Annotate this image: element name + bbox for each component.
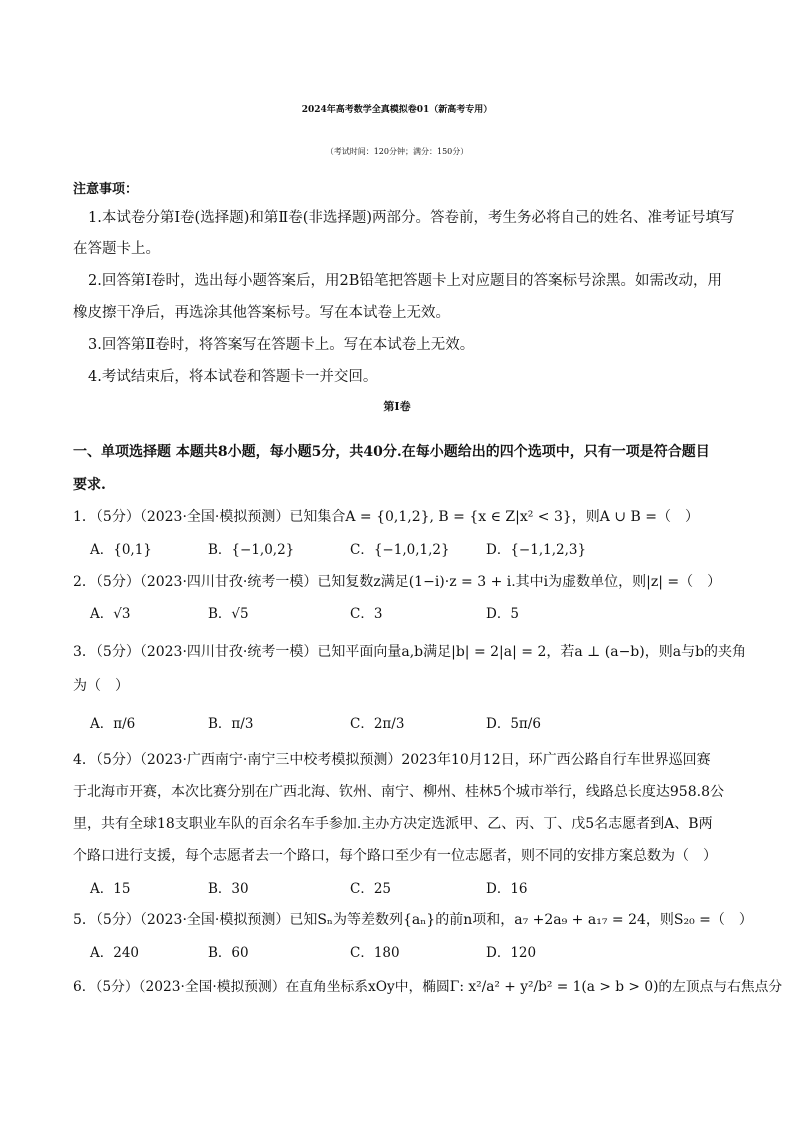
question-2-option-d: D．5	[486, 606, 519, 622]
question-2-stem: 2．（5分）（2023·四川甘孜·统考一模）已知复数z满足(1−i)·z = 3 + i.其中i为虚数单位，则|z| =（ ）	[73, 574, 722, 590]
question-3-stem-line1: 3．（5分）（2023·四川甘孜·统考一模）已知平面向量a,b满足|b| = 2|a| = 2，若a ⊥ (a−b)，则a与b的夹角	[73, 644, 747, 660]
question-5-option-b: B．60	[208, 945, 249, 961]
note-2-line1: 2.回答第Ⅰ卷时，选出每小题答案后，用2B铅笔把答题卡上对应题目的答案标号涂黑。如需改动，用	[88, 273, 722, 289]
question-6-stem: 6．（5分）（2023·全国·模拟预测）在直角坐标系xOy中，椭圆Γ: x²/a² + y²/b² = 1(a > b > 0)的左顶点与右焦点分	[73, 979, 783, 995]
exam-subtitle: （考试时间：120分钟；满分：150分）	[325, 147, 469, 156]
question-4-stem-line4: 个路口进行支援，每个志愿者去一个路口，每个路口至少有一位志愿者，则不同的安排方案总数为（ ）	[73, 848, 717, 864]
question-4-stem-line1: 4．（5分）（2023·广西南宁·南宁三中校考模拟预测）2023年10月12日，环广西公路自行车世界巡回赛	[73, 752, 711, 768]
question-1-stem: 1．（5分）（2023·全国·模拟预测）已知集合A = {0,1,2}, B = {x ∈ Z|x² < 3}，则A ∪ B =（ ）	[73, 509, 700, 525]
question-3-option-c: C．2π/3	[350, 716, 405, 732]
question-5-option-c: C．180	[350, 945, 400, 961]
exam-title: 2024年高考数学全真模拟卷01（新高考专用）	[301, 105, 493, 115]
question-1-option-a: A．{0,1}	[90, 542, 152, 558]
note-4: 4.考试结束后，将本试卷和答题卡一并交回。	[88, 369, 378, 385]
note-2-line2: 橡皮擦干净后，再选涂其他答案标号。写在本试卷上无效。	[73, 305, 450, 321]
question-4-option-c: C．25	[350, 881, 392, 897]
question-5-stem: 5．（5分）（2023·全国·模拟预测）已知Sₙ为等差数列{aₙ}的前n项和，a₇ +2a₉ + a₁₇ = 24，则S₂₀ =（ ）	[73, 912, 753, 928]
question-4-option-d: D．16	[486, 881, 528, 897]
question-4-stem-line2: 于北海市开赛，本次比赛分别在广西北海、钦州、南宁、柳州、桂林5个城市举行，线路总长度达958.8公	[73, 784, 724, 800]
notes-heading: 注意事项：	[73, 182, 139, 197]
note-1-line1: 1.本试卷分第Ⅰ卷(选择题)和第Ⅱ卷(非选择题)两部分。答卷前，考生务必将自己的姓名、准考证号填写	[88, 210, 735, 226]
note-1-line2: 在答题卡上。	[73, 241, 160, 257]
section-title: 第Ⅰ卷	[383, 400, 411, 413]
question-3-option-d: D．5π/6	[486, 716, 541, 732]
question-2-option-c: C．3	[350, 606, 383, 622]
question-2-option-b: B．√5	[208, 606, 249, 622]
question-3-option-a: A．π/6	[90, 716, 136, 732]
question-5-option-a: A．240	[90, 945, 140, 961]
question-3-stem-line2: 为（ ）	[73, 678, 129, 694]
question-5-option-d: D．120	[486, 945, 537, 961]
question-2-option-a: A．√3	[90, 606, 131, 622]
question-4-option-a: A．15	[90, 881, 131, 897]
question-4-option-b: B．30	[208, 881, 249, 897]
part1-heading-line1: 一、单项选择题 本题共8小题，每小题5分，共40分.在每小题给出的四个选项中，只有一项是符合题目	[73, 444, 710, 460]
question-1-option-b: B．{−1,0,2}	[208, 542, 295, 558]
part1-heading-line2: 要求.	[73, 477, 106, 493]
question-4-stem-line3: 里，共有全球18支职业车队的百余名车手参加.主办方决定选派甲、乙、丙、丁、戊5名志愿者到A、B两	[73, 816, 713, 832]
question-1-option-c: C．{−1,0,1,2}	[350, 542, 450, 558]
note-3: 3.回答第Ⅱ卷时，将答案写在答题卡上。写在本试卷上无效。	[88, 337, 475, 353]
question-3-option-b: B．π/3	[208, 716, 254, 732]
question-1-option-d: D．{−1,1,2,3}	[486, 542, 587, 558]
